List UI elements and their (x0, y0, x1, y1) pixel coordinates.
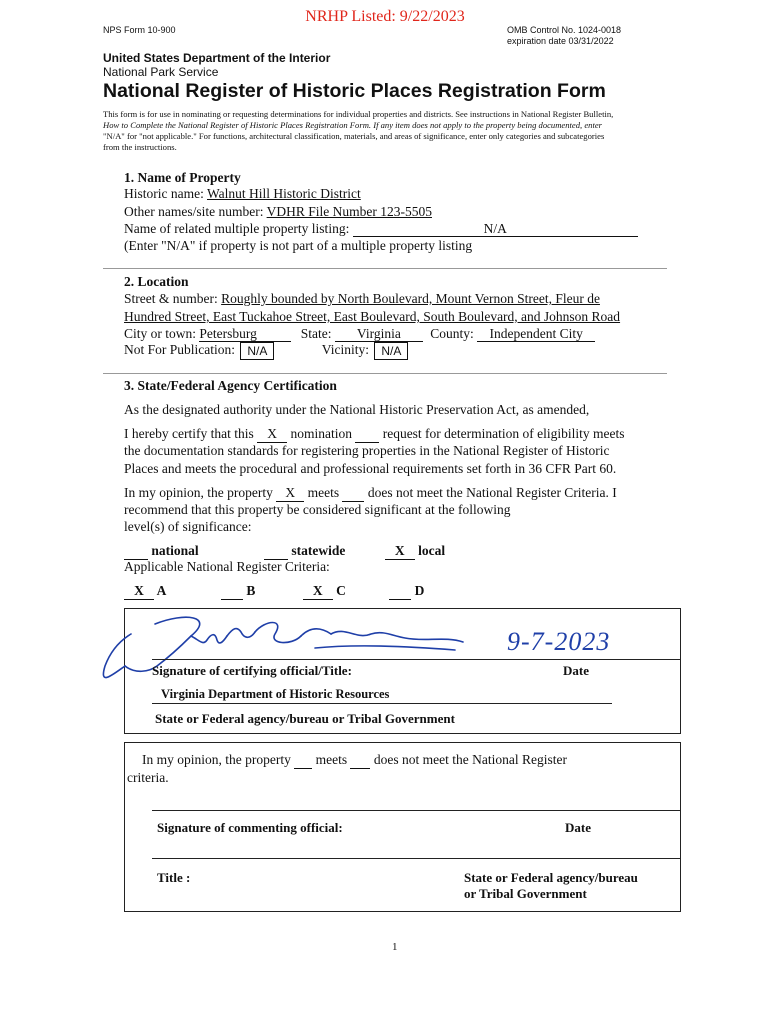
multiple-property-value: N/A (353, 221, 638, 237)
certify-text-a: I hereby certify that this (124, 426, 254, 441)
certify-row (124, 426, 625, 443)
service-name: National Park Service (103, 65, 219, 79)
form-number: NPS Form 10-900 (103, 25, 176, 35)
criterion-d-label: D (414, 583, 425, 598)
form-title: National Register of Historic Places Registration Form (103, 80, 606, 102)
expiration-date: expiration date 03/31/2022 (507, 36, 614, 46)
publication-row (124, 342, 408, 360)
other-names-label: Other names/site number: (124, 204, 264, 219)
certifying-agency-label: State or Federal agency/bureau or Tribal Government (155, 711, 455, 726)
opinion-line-2: recommend that this property be considered significant at the following (124, 502, 511, 517)
criterion-b-check (221, 583, 243, 600)
state-label: State: (300, 326, 332, 341)
criteria-label: Applicable National Register Criteria: (124, 559, 330, 574)
instructions-paragraph (103, 109, 613, 153)
commenting-opinion-line-2: criteria. (127, 770, 169, 785)
signature-line (152, 659, 680, 660)
commenting-signature-line (152, 810, 680, 811)
vicinity-label: Vicinity: (321, 342, 369, 358)
county-value: Independent City (477, 326, 595, 342)
street-label: Street & number: (124, 291, 218, 306)
historic-name-row (124, 186, 361, 202)
section-2-heading: 2. Location (124, 274, 189, 289)
statewide-label: statewide (291, 543, 346, 558)
does-not-meet-check (342, 485, 364, 502)
local-check: X (385, 543, 415, 560)
commenting-not-meet-check (350, 752, 370, 769)
instructions-line-3: "N/A" for "not applicable." For functions, architectural classification, materials, and areas of significance, enter only categories and subcategories (103, 131, 605, 141)
not-for-publication-box: N/A (240, 342, 274, 360)
certifying-signature-label: Signature of certifying official/Title: (152, 663, 352, 678)
opinion-line-3: level(s) of significance: (124, 519, 252, 534)
commenting-date-label: Date (565, 820, 591, 835)
commenting-agency-line-1: State or Federal agency/bureau (464, 870, 638, 885)
meets-check: X (276, 485, 304, 502)
local-label: local (418, 543, 446, 558)
certify-text-b: nomination (290, 426, 352, 441)
commenting-opinion-b: meets (315, 752, 348, 767)
authority-statement: As the designated authority under the National Historic Preservation Act, as amended, (124, 402, 590, 417)
divider-1 (103, 268, 667, 269)
criterion-b-label: B (246, 583, 256, 598)
criteria-row (124, 583, 424, 600)
nomination-check: X (257, 426, 287, 443)
opinion-text-a: In my opinion, the property (124, 485, 273, 500)
criterion-c-check: X (303, 583, 333, 600)
opinion-row (124, 485, 617, 502)
signature-date-script: 9-7-2023 (507, 627, 611, 656)
criterion-c-label: C (336, 583, 346, 598)
city-state-county-row (124, 326, 595, 342)
other-names-value: VDHR File Number 123-5505 (266, 204, 432, 219)
commenting-meets-check (294, 752, 312, 769)
instructions-line-1: This form is for use in nominating or requesting determinations for individual properties and districts. See instructions in National Register Bulletin, (103, 109, 614, 119)
agency-value: Virginia Department of Historic Resources (161, 687, 390, 701)
nrhp-listed-stamp: NRHP Listed: 9/22/2023 (305, 8, 465, 25)
county-label: County: (430, 326, 474, 341)
city-label: City or town: (124, 326, 197, 341)
state-value: Virginia (335, 326, 423, 342)
instructions-line-4: from the instructions. (103, 142, 177, 152)
multiple-property-row (124, 221, 638, 237)
section-1-heading: 1. Name of Property (124, 170, 241, 185)
request-check (355, 426, 379, 443)
not-for-publication-label: Not For Publication: (124, 342, 235, 358)
commenting-opinion-c: does not meet the National Register (373, 752, 567, 767)
significance-levels (124, 543, 445, 560)
commenting-title-label: Title : (157, 870, 191, 885)
statewide-check (264, 543, 288, 560)
national-label: national (151, 543, 199, 558)
enter-na-note: (Enter "N/A" if property is not part of a multiple property listing (124, 238, 473, 253)
criterion-a-label: A (156, 583, 166, 598)
commenting-agency-line-2: or Tribal Government (464, 886, 587, 901)
certify-text-c: request for determination of eligibility meets (382, 426, 625, 441)
opinion-text-b: meets (307, 485, 340, 500)
multiple-property-label: Name of related multiple property listing: (124, 221, 350, 236)
vicinity-box: N/A (374, 342, 408, 360)
city-value: Petersburg (199, 326, 291, 342)
historic-name-label: Historic name: (124, 186, 204, 201)
certify-line-3: Places and meets the procedural and professional requirements set forth in 36 CFR Part 60. (124, 461, 617, 476)
street-value-line-1: Roughly bounded by North Boulevard, Mount Vernon Street, Fleur de (221, 291, 600, 306)
criterion-a-check: X (124, 583, 154, 600)
divider-2 (103, 373, 667, 374)
section-3-heading: 3. State/Federal Agency Certification (124, 378, 337, 393)
other-names-row (124, 204, 432, 220)
commenting-signature-label: Signature of commenting official: (157, 820, 343, 835)
instructions-line-2: How to Complete the National Register of Historic Places Registration Form. If any item does not apply to the property being documented, enter (103, 120, 602, 130)
commenting-title-line (152, 858, 680, 859)
criterion-d-check (389, 583, 411, 600)
historic-name-value: Walnut Hill Historic District (207, 186, 361, 201)
certifying-date-label: Date (563, 663, 589, 678)
page-number: 1 (392, 941, 398, 953)
department-name: United States Department of the Interior (103, 51, 331, 65)
national-check (124, 543, 148, 560)
certify-line-2: the documentation standards for registering properties in the National Register of Historic (124, 443, 610, 458)
commenting-opinion-a: In my opinion, the property (142, 752, 291, 767)
commenting-opinion-row (142, 752, 567, 769)
agency-line (152, 703, 612, 704)
omb-control-number: OMB Control No. 1024-0018 (507, 25, 622, 35)
opinion-text-c: does not meet the National Register Criteria. I (367, 485, 617, 500)
street-value-line-2: Hundred Street, East Tuckahoe Street, East Boulevard, South Boulevard, and Johnson Road (124, 309, 621, 324)
street-row-1 (124, 291, 600, 307)
